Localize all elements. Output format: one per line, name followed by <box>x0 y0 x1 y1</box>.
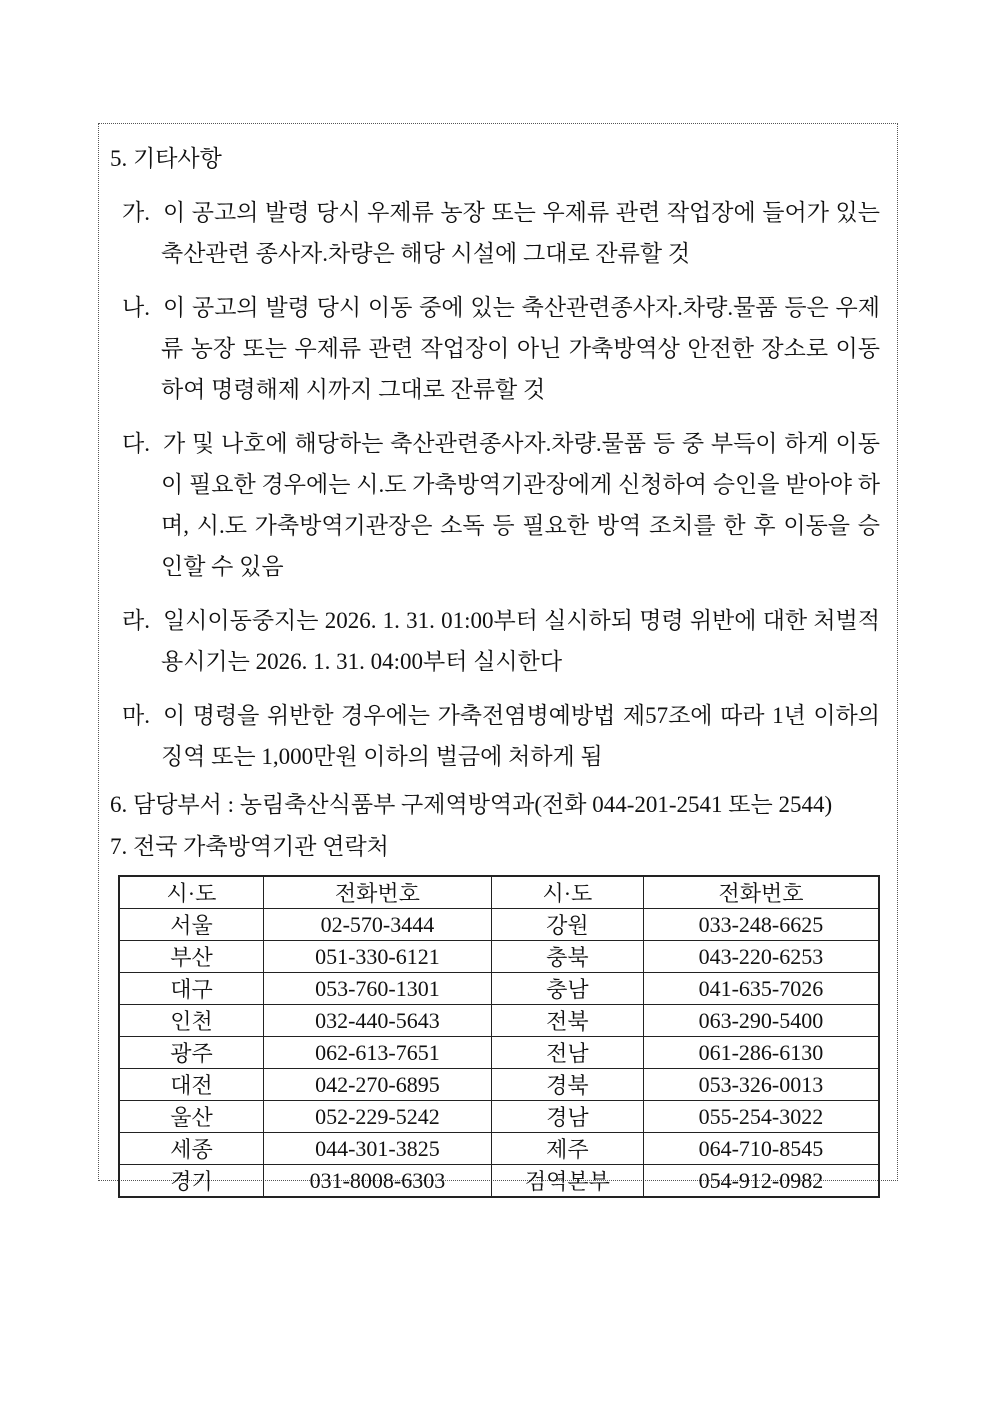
list-item-da <box>110 423 880 587</box>
table-cell: 제주 <box>491 1133 643 1165</box>
list-item-da-text: 가 및 나호에 해당하는 축산관련종사자.차량.물품 등 중 부득이 하게 이동이 필요한 경우에는 시.도 가축방역기관장에게 신청하여 승인을 받아야 하며, 시.도 가축방역기관장은 소독 등 필요한 방역 조치를 한 후 이동을 승인할 수 있음 <box>161 431 880 579</box>
table-cell: 울산 <box>119 1101 263 1133</box>
table-cell: 서울 <box>119 909 263 941</box>
table-cell: 051-330-6121 <box>263 941 491 973</box>
table-cell: 061-286-6130 <box>643 1037 879 1069</box>
table-cell: 인천 <box>119 1005 263 1037</box>
table-cell: 세종 <box>119 1133 263 1165</box>
table-cell: 042-270-6895 <box>263 1069 491 1101</box>
table-header-phone-left: 전화번호 <box>263 876 491 909</box>
table-header-sido-right: 시·도 <box>491 876 643 909</box>
table-cell: 검역본부 <box>491 1165 643 1198</box>
table-cell: 053-326-0013 <box>643 1069 879 1101</box>
table-cell: 강원 <box>491 909 643 941</box>
table-cell: 충남 <box>491 973 643 1005</box>
table-header-sido-left: 시·도 <box>119 876 263 909</box>
list-item-ga-text: 이 공고의 발령 당시 우제류 농장 또는 우제류 관련 작업장에 들어가 있는 축산관련 종사자.차량은 해당 시설에 그대로 잔류할 것 <box>161 200 880 266</box>
table-cell: 044-301-3825 <box>263 1133 491 1165</box>
phone-table-body <box>119 909 879 1198</box>
section-6-line: 6. 담당부서 : 농림축산식품부 구제역방역과(전화 044-201-2541 또는 2544) <box>110 792 833 817</box>
table-cell: 043-220-6253 <box>643 941 879 973</box>
table-cell: 경북 <box>491 1069 643 1101</box>
list-item-ma-label: 마. <box>122 703 150 728</box>
table-cell: 광주 <box>119 1037 263 1069</box>
list-item-na-text: 이 공고의 발령 당시 이동 중에 있는 축산관련종사자.차량.물품 등은 우제류 농장 또는 우제류 관련 작업장이 아닌 가축방역상 안전한 장소로 이동하여 명령해제 시까지 그대로 잔류할 것 <box>161 295 880 402</box>
list-item-ga-label: 가. <box>122 200 150 225</box>
table-cell: 02-570-3444 <box>263 909 491 941</box>
list-item-ma <box>110 695 880 777</box>
table-row <box>119 973 879 1005</box>
list-item-ra <box>110 600 880 682</box>
table-row <box>119 1101 879 1133</box>
list-item-da-label: 다. <box>122 431 150 456</box>
table-cell: 충북 <box>491 941 643 973</box>
list-item-ga <box>110 192 880 274</box>
section-7-line: 7. 전국 가축방역기관 연락처 <box>110 834 389 859</box>
table-cell: 033-248-6625 <box>643 909 879 941</box>
list-item-ma-text: 이 명령을 위반한 경우에는 가축전염병예방법 제57조에 따라 1년 이하의 징역 또는 1,000만원 이하의 벌금에 처하게 됨 <box>161 703 880 769</box>
table-cell: 041-635-7026 <box>643 973 879 1005</box>
table-cell: 031-8008-6303 <box>263 1165 491 1198</box>
table-cell: 032-440-5643 <box>263 1005 491 1037</box>
table-cell: 063-290-5400 <box>643 1005 879 1037</box>
table-header-row <box>119 876 879 909</box>
table-header-phone-right: 전화번호 <box>643 876 879 909</box>
table-cell: 전북 <box>491 1005 643 1037</box>
table-cell: 054-912-0982 <box>643 1165 879 1198</box>
table-row <box>119 1005 879 1037</box>
list-item-na <box>110 287 880 410</box>
table-row <box>119 909 879 941</box>
table-cell: 052-229-5242 <box>263 1101 491 1133</box>
table-cell: 대전 <box>119 1069 263 1101</box>
list-item-ra-text: 일시이동중지는 2026. 1. 31. 01:00부터 실시하되 명령 위반에 대한 처벌적용시기는 2026. 1. 31. 04:00부터 실시한다 <box>161 608 880 674</box>
table-row <box>119 941 879 973</box>
document-page-border <box>98 123 898 1194</box>
table-cell: 062-613-7651 <box>263 1037 491 1069</box>
table-cell: 경기 <box>119 1165 263 1198</box>
list-item-ra-label: 라. <box>122 608 150 633</box>
table-cell: 경남 <box>491 1101 643 1133</box>
table-cell: 전남 <box>491 1037 643 1069</box>
table-row <box>119 1133 879 1165</box>
table-row <box>119 1165 879 1198</box>
list-item-na-label: 나. <box>122 295 150 320</box>
table-cell: 055-254-3022 <box>643 1101 879 1133</box>
table-row <box>119 1037 879 1069</box>
table-cell: 부산 <box>119 941 263 973</box>
table-row <box>119 1069 879 1101</box>
section-5-title: 5. 기타사항 <box>110 146 222 171</box>
table-cell: 대구 <box>119 973 263 1005</box>
table-cell: 053-760-1301 <box>263 973 491 1005</box>
contact-phone-table <box>118 875 880 1198</box>
table-cell: 064-710-8545 <box>643 1133 879 1165</box>
